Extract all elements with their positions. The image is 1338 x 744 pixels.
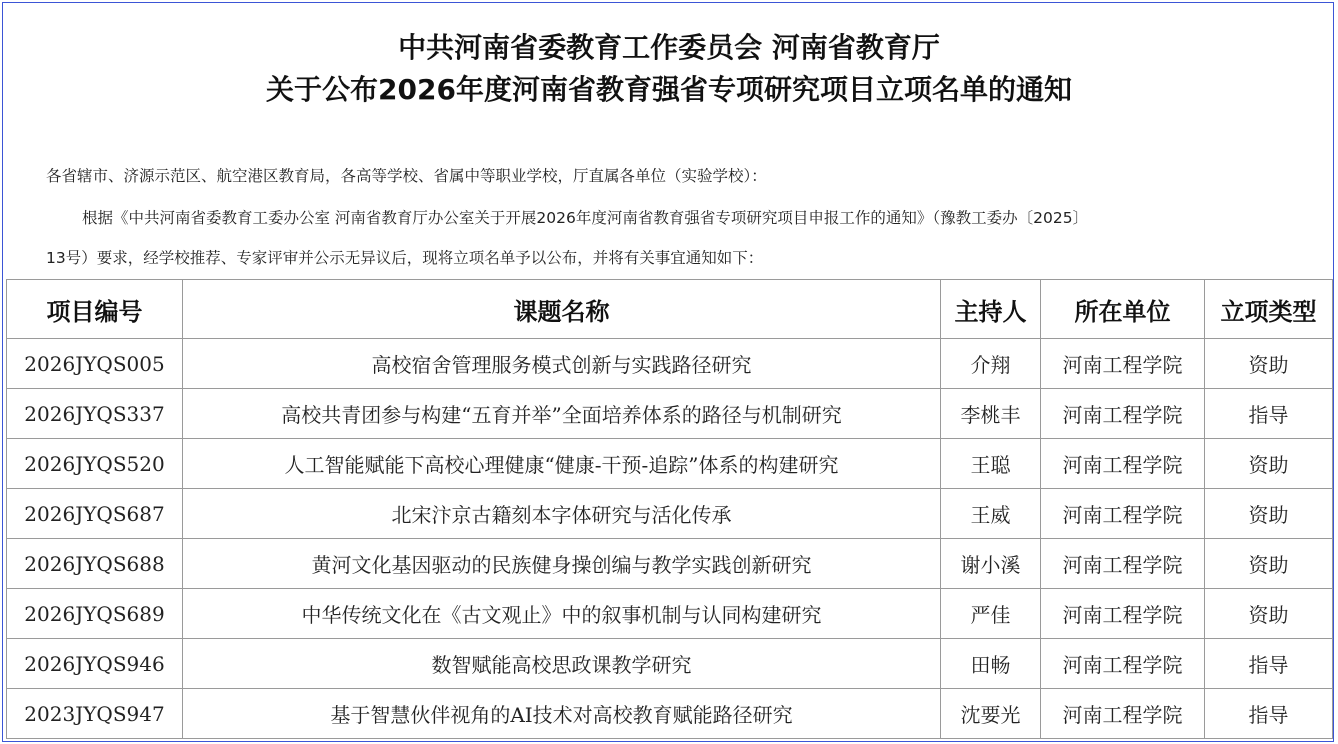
cell-topic-name: 人工智能赋能下高校心理健康“健康-干预-追踪”体系的构建研究	[183, 439, 941, 489]
cell-unit: 河南工程学院	[1041, 439, 1205, 489]
table-row	[7, 439, 1333, 489]
header-unit: 所在单位	[1041, 280, 1205, 339]
table-row	[7, 539, 1333, 589]
cell-project-id: 2026JYQS337	[7, 389, 183, 439]
cell-unit: 河南工程学院	[1041, 389, 1205, 439]
cell-project-id: 2026JYQS688	[7, 539, 183, 589]
cell-project-id: 2026JYQS946	[7, 639, 183, 689]
document-title-line2: 关于公布2026年度河南省教育强省专项研究项目立项名单的通知	[266, 73, 1072, 106]
cell-type: 资助	[1205, 539, 1333, 589]
cell-type: 资助	[1205, 439, 1333, 489]
cell-host: 谢小溪	[941, 539, 1041, 589]
table-row	[7, 339, 1333, 389]
addressee-text: 各省辖市、济源示范区、航空港区教育局，各高等学校、省属中等职业学校，厅直属各单位（实验学校）：	[46, 167, 767, 185]
cell-project-id: 2023JYQS947	[7, 689, 183, 739]
cell-unit: 河南工程学院	[1041, 639, 1205, 689]
cell-topic-name: 黄河文化基因驱动的民族健身操创编与教学实践创新研究	[183, 539, 941, 589]
cell-host: 李桃丰	[941, 389, 1041, 439]
table-row	[7, 389, 1333, 439]
cell-type: 资助	[1205, 339, 1333, 389]
cell-host: 沈要光	[941, 689, 1041, 739]
project-list-table	[6, 279, 1333, 739]
cell-topic-name: 高校宿舍管理服务模式创新与实践路径研究	[183, 339, 941, 389]
cell-host: 王威	[941, 489, 1041, 539]
cell-unit: 河南工程学院	[1041, 489, 1205, 539]
cell-host: 田畅	[941, 639, 1041, 689]
cell-unit: 河南工程学院	[1041, 539, 1205, 589]
header-topic-name: 课题名称	[183, 280, 941, 339]
cell-type: 资助	[1205, 489, 1333, 539]
cell-project-id: 2026JYQS520	[7, 439, 183, 489]
cell-topic-name: 基于智慧伙伴视角的AI技术对高校教育赋能路径研究	[183, 689, 941, 739]
cell-unit: 河南工程学院	[1041, 689, 1205, 739]
cell-host: 严佳	[941, 589, 1041, 639]
cell-type: 指导	[1205, 689, 1333, 739]
header-host: 主持人	[941, 280, 1041, 339]
cell-host: 王聪	[941, 439, 1041, 489]
table-row	[7, 689, 1333, 739]
cell-host: 介翔	[941, 339, 1041, 389]
cell-topic-name: 北宋汴京古籍刻本字体研究与活化传承	[183, 489, 941, 539]
paragraph-line1: 根据《中共河南省委教育工委办公室 河南省教育厅办公室关于开展2026年度河南省教育强省专项研究项目申报工作的通知》（豫教工委办〔2025〕	[82, 209, 1089, 227]
cell-unit: 河南工程学院	[1041, 589, 1205, 639]
cell-project-id: 2026JYQS687	[7, 489, 183, 539]
cell-unit: 河南工程学院	[1041, 339, 1205, 389]
cell-topic-name: 高校共青团参与构建“五育并举”全面培养体系的路径与机制研究	[183, 389, 941, 439]
cell-type: 资助	[1205, 589, 1333, 639]
cell-type: 指导	[1205, 639, 1333, 689]
cell-project-id: 2026JYQS005	[7, 339, 183, 389]
document-title-line1: 中共河南省委教育工作委员会 河南省教育厅	[398, 31, 940, 64]
table-row	[7, 639, 1333, 689]
cell-project-id: 2026JYQS689	[7, 589, 183, 639]
cell-topic-name: 中华传统文化在《古文观止》中的叙事机制与认同构建研究	[183, 589, 941, 639]
cell-type: 指导	[1205, 389, 1333, 439]
table-header-row	[7, 280, 1333, 339]
header-project-id: 项目编号	[7, 280, 183, 339]
table-row	[7, 589, 1333, 639]
header-type: 立项类型	[1205, 280, 1333, 339]
table-row	[7, 489, 1333, 539]
cell-topic-name: 数智赋能高校思政课教学研究	[183, 639, 941, 689]
paragraph-line2: 13号）要求，经学校推荐、专家评审并公示无异议后，现将立项名单予以公布，并将有关事宜通知如下：	[46, 249, 764, 267]
